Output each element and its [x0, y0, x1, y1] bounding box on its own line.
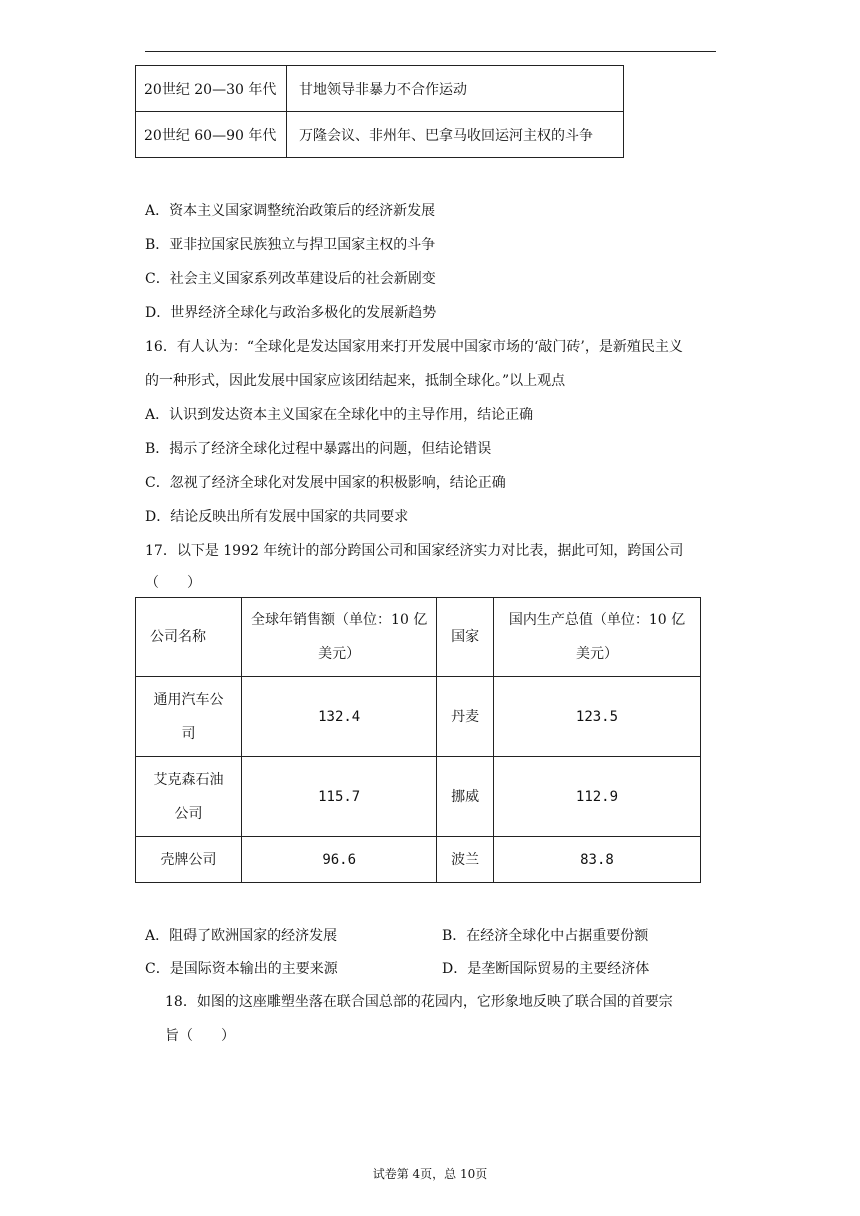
company-cell: 壳牌公司 [136, 837, 242, 883]
q18-stem-line2: 旨（ ） [165, 1028, 235, 1044]
history-events-table [135, 65, 624, 158]
header-gdp-line2: 美元） [575, 646, 618, 662]
header-sales-line2: 美元） [318, 646, 361, 662]
gdp-cell: 112.9 [493, 757, 700, 837]
header-sales [242, 598, 437, 677]
q17-option-b: B．在经济全球化中占据重要份额 [442, 928, 649, 944]
country-cell: 波兰 [437, 837, 494, 883]
q16-option-c: C．忽视了经济全球化对发展中国家的积极影响，结论正确 [145, 475, 506, 491]
header-country: 国家 [437, 598, 494, 677]
q17-stem-line2: （ ） [145, 575, 201, 591]
table-row [136, 757, 701, 837]
header-gdp-line1: 国内生产总值（单位：10 亿 [508, 612, 686, 628]
sales-cell: 115.7 [242, 757, 437, 837]
q18-stem-line1: 18．如图的这座雕塑坐落在联合国总部的花园内，它形象地反映了联合国的首要宗 [165, 994, 673, 1010]
company-cell [136, 677, 242, 757]
sales-cell: 96.6 [242, 837, 437, 883]
company-cell [136, 757, 242, 837]
page-footer: 试卷第 4页，总 10页 [372, 1167, 488, 1181]
header-company: 公司名称 [136, 598, 242, 677]
company-name-line2: 公司 [174, 805, 203, 822]
q15-option-b: B．亚非拉国家民族独立与捍卫国家主权的斗争 [145, 237, 436, 253]
gdp-cell: 83.8 [493, 837, 700, 883]
table-row [136, 112, 624, 158]
event-cell: 万隆会议、非州年、巴拿马收回运河主权的斗争 [287, 112, 624, 158]
sales-cell: 132.4 [242, 677, 437, 757]
table-header-row [136, 598, 701, 677]
company-name-line1: 艾克森石油 [153, 771, 224, 788]
company-country-comparison-table [135, 597, 701, 883]
country-cell: 挪威 [437, 757, 494, 837]
company-name-line1: 通用汽车公 [153, 691, 224, 708]
q16-option-a: A．认识到发达资本主义国家在全球化中的主导作用，结论正确 [145, 407, 534, 423]
period-cell: 20世纪 20—30 年代 [136, 66, 287, 112]
table-row [136, 837, 701, 883]
q17-option-a: A．阻碍了欧洲国家的经济发展 [145, 928, 338, 944]
table-row [136, 66, 624, 112]
q15-option-c: C．社会主义国家系列改革建设后的社会新剧变 [145, 271, 436, 287]
header-rule [145, 51, 716, 52]
q15-option-a: A．资本主义国家调整统治政策后的经济新发展 [145, 203, 436, 219]
q16-option-d: D．结论反映出所有发展中国家的共同要求 [145, 509, 409, 525]
header-sales-line1: 全球年销售额（单位：10 亿 [251, 612, 428, 628]
gdp-cell: 123.5 [493, 677, 700, 757]
period-cell: 20世纪 60—90 年代 [136, 112, 287, 158]
q17-stem-line1: 17．以下是 1992 年统计的部分跨国公司和国家经济实力对比表，据此可知，跨国公司 [145, 543, 684, 559]
q16-stem-line1: 16．有人认为：“全球化是发达国家用来打开发展中国家市场的‘敲门砖’，是新殖民主义 [145, 339, 683, 355]
company-name-line2: 司 [181, 725, 196, 742]
event-cell: 甘地领导非暴力不合作运动 [287, 66, 624, 112]
header-gdp [493, 598, 700, 677]
q17-option-d: D．是垄断国际贸易的主要经济体 [442, 961, 650, 977]
q15-option-d: D．世界经济全球化与政治多极化的发展新趋势 [145, 305, 437, 321]
country-cell: 丹麦 [437, 677, 494, 757]
q16-option-b: B．揭示了经济全球化过程中暴露出的问题，但结论错误 [145, 441, 492, 457]
q16-stem-line2: 的一种形式，因此发展中国家应该团结起来，抵制全球化。”以上观点 [145, 373, 566, 389]
q17-option-c: C．是国际资本输出的主要来源 [145, 961, 338, 977]
table-row [136, 677, 701, 757]
